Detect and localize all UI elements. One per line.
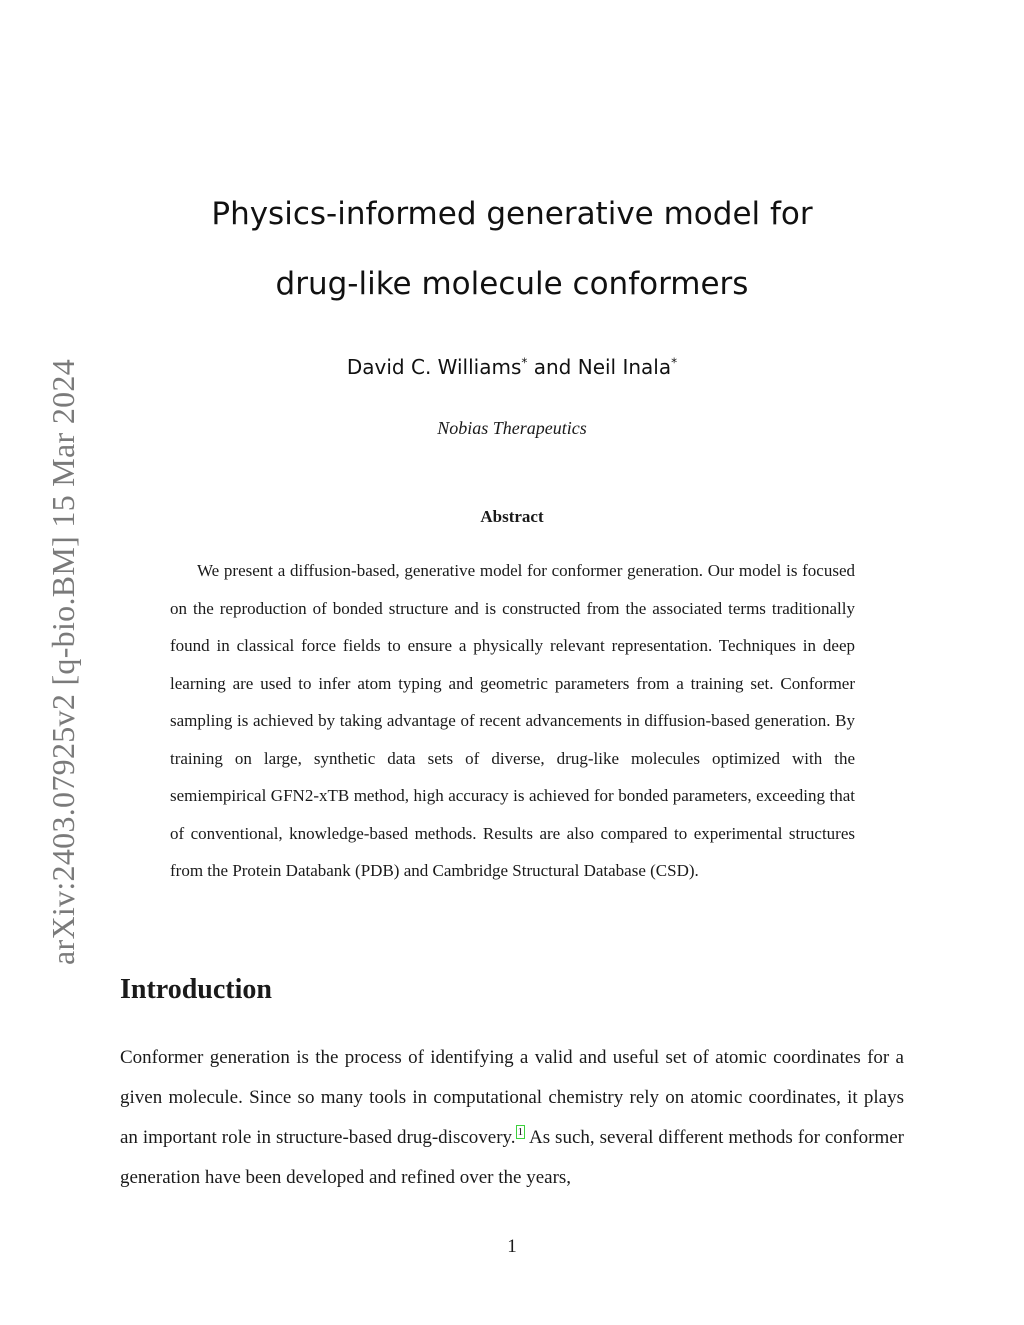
corresponding-author-mark: * [521, 355, 528, 370]
abstract-body: We present a diffusion-based, generative model for conformer generation. Our model is focused on the reproduction of bonded structure and is constructed from the associated terms traditionally found in classical force fields to ensure a physically relevant representation. Techniques in deep learning are used to infer atom typing and geometric parameters from a training set. Conformer sampling is achieved by taking advantage of recent advancements in diffusion-based generation. By training on large, synthetic data sets of diverse, drug-like molecules optimized with the semiempirical GFN2-xTB method, high accuracy is achieved for bonded parameters, exceeding that of conventional, knowledge-based methods. Results are also compared to experimental structures from the Protein Databank (PDB) and Cambridge Structural Database (CSD). [170, 561, 855, 880]
abstract-heading: Abstract [480, 507, 544, 526]
author-affiliation: Nobias Therapeutics [437, 418, 587, 438]
introduction-text: Conformer generation is the process of identifying a valid and useful set of atomic coordinates for a given molecule. Since so many tools in computational chemistry rely on atomic coordinates, it plays an important role in structure-based drug-discovery. [120, 1047, 904, 1148]
author-name: David C. Williams [346, 355, 522, 379]
arxiv-identifier-stamp: arXiv:2403.07925v2 [q-bio.BM] 15 Mar 2024 [45, 358, 81, 965]
author-connector: and [527, 355, 578, 379]
corresponding-author-mark: * [671, 355, 678, 370]
author-name: Neil Inala [577, 355, 672, 379]
introduction-paragraph [120, 1038, 904, 1198]
introduction-text-continued: As such, several different methods for conformer generation have been developed and refined over the years, [120, 1127, 904, 1188]
page-number: 1 [507, 1236, 517, 1257]
citation-link[interactable]: 1 [517, 1126, 524, 1138]
paper-title-line-1: Physics-informed generative model for [211, 196, 813, 232]
introduction-heading: Introduction [120, 974, 272, 1005]
author-list [0, 355, 1024, 379]
paper-title-line-2: drug-like molecule conformers [275, 266, 749, 302]
